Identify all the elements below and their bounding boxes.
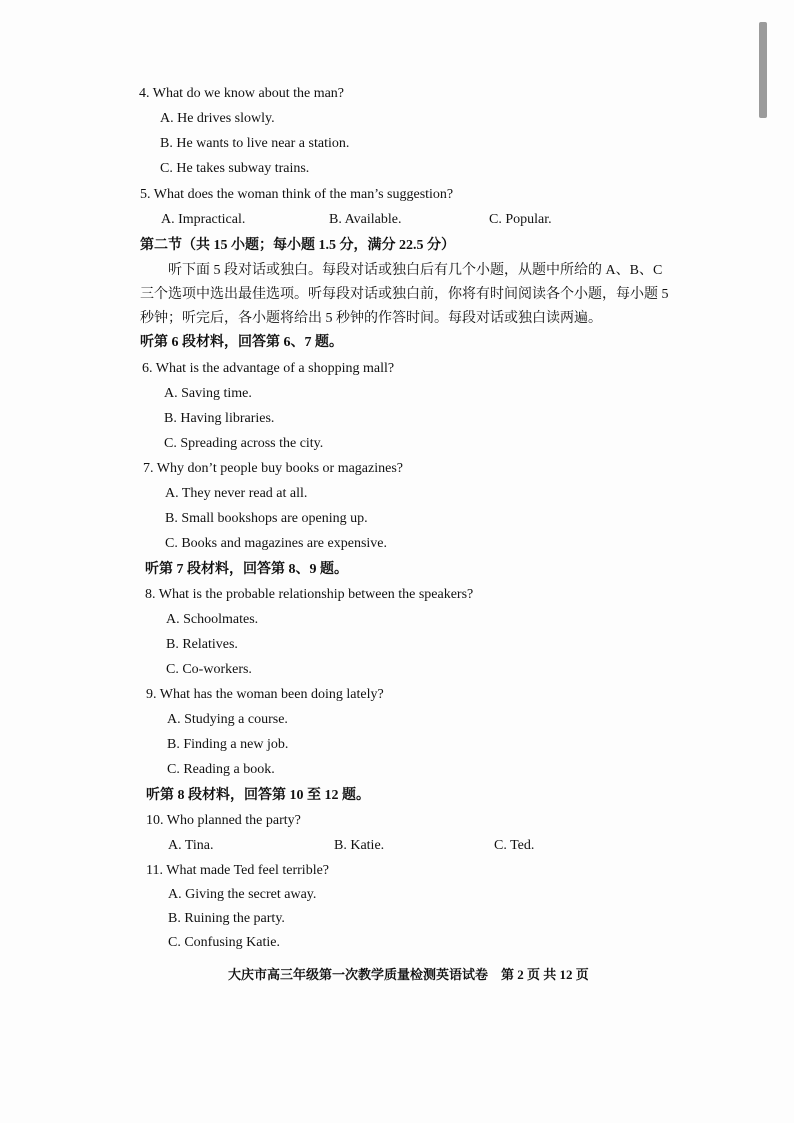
question-6-option-c: C. Spreading across the city. bbox=[164, 436, 324, 451]
question-6-stem: 6. What is the advantage of a shopping mall? bbox=[142, 361, 395, 376]
question-9-option-a: A. Studying a course. bbox=[167, 712, 288, 727]
question-4-option-c: C. He takes subway trains. bbox=[160, 161, 310, 176]
question-9-option-c: C. Reading a book. bbox=[167, 762, 275, 777]
question-8-option-b: B. Relatives. bbox=[166, 637, 238, 652]
question-11-option-b: B. Ruining the party. bbox=[168, 911, 285, 926]
scrollbar[interactable] bbox=[759, 22, 767, 118]
section-2-instructions-line-1: 听下面 5 段对话或独白。每段对话或独白后有几个小题，从题中所给的 A、B、C bbox=[168, 263, 663, 278]
question-4-stem: 4. What do we know about the man? bbox=[139, 86, 345, 101]
question-8-option-c: C. Co-workers. bbox=[166, 662, 252, 677]
part-8-label: 听第 8 段材料，回答第 10 至 12 题。 bbox=[146, 788, 370, 803]
page-footer: 大庆市高三年级第一次教学质量检测英语试卷 第 2 页 共 12 页 bbox=[228, 967, 589, 982]
question-10-option-c: C. Ted. bbox=[494, 838, 535, 853]
question-8-option-a: A. Schoolmates. bbox=[166, 612, 259, 627]
question-7-option-c: C. Books and magazines are expensive. bbox=[165, 536, 387, 551]
question-9-stem: 9. What has the woman been doing lately? bbox=[146, 687, 384, 702]
question-7-stem: 7. Why don’t people buy books or magazines? bbox=[143, 461, 403, 476]
question-6-option-b: B. Having libraries. bbox=[164, 411, 275, 426]
question-5-option-b: B. Available. bbox=[329, 212, 402, 227]
question-10-option-a: A. Tina. bbox=[168, 838, 214, 853]
question-5-option-a: A. Impractical. bbox=[161, 212, 246, 227]
question-11-option-a: A. Giving the secret away. bbox=[168, 887, 317, 902]
question-8-stem: 8. What is the probable relationship between the speakers? bbox=[145, 587, 474, 602]
question-6-option-a: A. Saving time. bbox=[164, 386, 252, 401]
question-11-stem: 11. What made Ted feel terrible? bbox=[146, 863, 330, 878]
question-10-option-b: B. Katie. bbox=[334, 838, 385, 853]
question-4-option-b: B. He wants to live near a station. bbox=[160, 136, 350, 151]
section-2-instructions-line-3: 秒钟；听完后，各小题将给出 5 秒钟的作答时间。每段对话或独白读两遍。 bbox=[140, 311, 602, 326]
question-4-option-a: A. He drives slowly. bbox=[160, 111, 275, 126]
section-2-heading: 第二节（共 15 小题；每小题 1.5 分，满分 22.5 分） bbox=[140, 238, 455, 253]
part-6-label: 听第 6 段材料，回答第 6、7 题。 bbox=[140, 335, 343, 350]
question-10-stem: 10. Who planned the party? bbox=[146, 813, 301, 828]
question-5-option-c: C. Popular. bbox=[489, 212, 552, 227]
question-11-option-c: C. Confusing Katie. bbox=[168, 935, 280, 950]
part-7-label: 听第 7 段材料，回答第 8、9 题。 bbox=[145, 562, 348, 577]
question-9-option-b: B. Finding a new job. bbox=[167, 737, 289, 752]
question-7-option-a: A. They never read at all. bbox=[165, 486, 308, 501]
question-5-stem: 5. What does the woman think of the man’s suggestion? bbox=[140, 187, 454, 202]
question-7-option-b: B. Small bookshops are opening up. bbox=[165, 511, 368, 526]
section-2-instructions-line-2: 三个选项中选出最佳选项。听每段对话或独白前，你将有时间阅读各个小题，每小题 5 bbox=[140, 287, 669, 302]
